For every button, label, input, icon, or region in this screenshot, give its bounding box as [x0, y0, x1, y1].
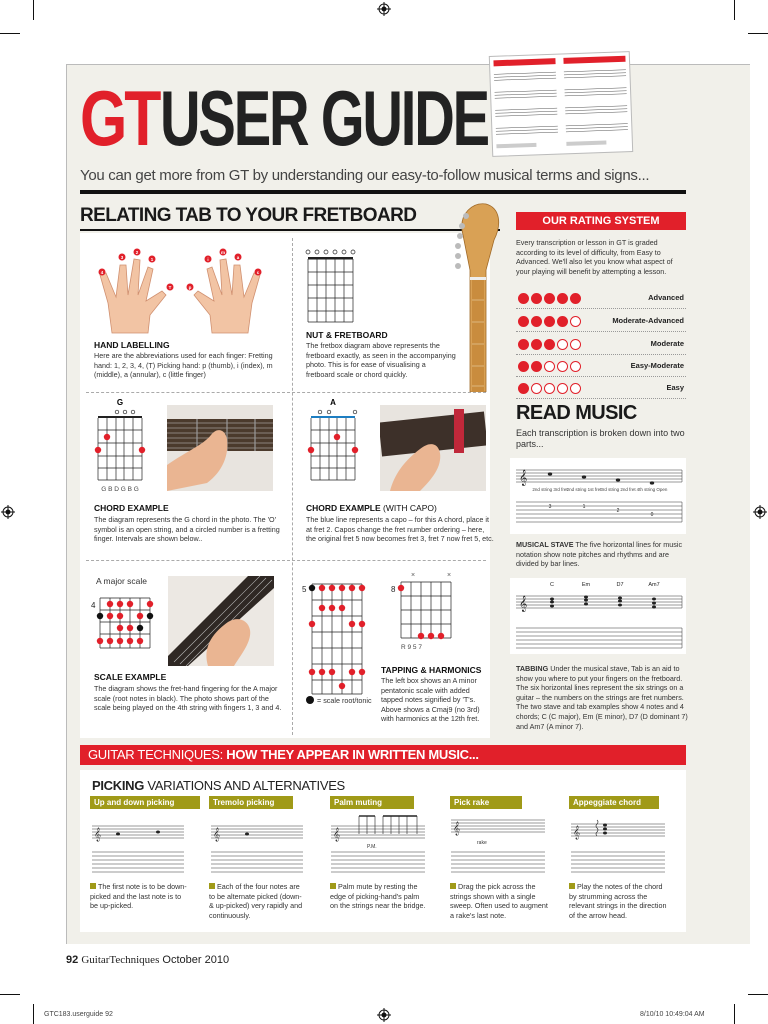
crop-mark	[748, 994, 768, 995]
musical-stave-text: The five horizontal lines for music notation show note pitches and rhythms and are divided by bar lines.	[516, 540, 683, 569]
technique-label: Pick rake	[450, 796, 522, 809]
print-slug-right: 8/10/10 10:49:04 AM	[640, 1011, 705, 1018]
rating-dots	[518, 293, 581, 304]
notation-example-notes	[510, 458, 686, 534]
publication-name: GuitarTechniques	[81, 954, 160, 966]
g-chord-photo	[167, 405, 273, 491]
registration-mark-icon	[377, 2, 391, 16]
technique-label: Palm muting	[330, 796, 414, 809]
tapping-scale-diagram	[300, 580, 370, 700]
svg-text:𝄞: 𝄞	[519, 469, 528, 485]
rake-mark: rake	[477, 840, 487, 846]
finger-label: c	[256, 270, 260, 275]
crop-mark	[0, 33, 20, 34]
technique-caption	[450, 882, 548, 920]
finger-label: 4	[100, 270, 104, 275]
finger-label: 3	[120, 255, 124, 260]
techniques-banner-light: GUITAR TECHNIQUES:	[88, 747, 223, 762]
rating-label: Moderate-Advanced	[612, 316, 684, 325]
tapping-title: TAPPING & HARMONICS	[381, 665, 482, 675]
rating-label: Moderate	[650, 339, 684, 348]
scale-example-text: The diagram shows the fret-hand fingering for the A major scale (root notes in black). The photo shows part of the scale being played on the 4th string with fingers 1, 3 and 4.	[94, 684, 282, 713]
chord-symbol: C	[550, 582, 554, 588]
tabbing-text: Under the musical stave, Tab is an aid to show you where to put your fingers on the fretboard. The six horizontal lines represent the six strings on a guitar – the numbers on the strings are fret numbers. The two stave and tab examples show 4 notes and 4 chords; C (C major), Em (E minor), D7 (D dominant 7) and Am7 (A minor 7).	[516, 664, 688, 731]
harmonic-labels: R 9 5 7	[401, 644, 422, 650]
svg-text:1: 1	[582, 504, 586, 510]
technique-label: Up and down picking	[90, 796, 200, 809]
chord-symbol: Am7	[648, 582, 660, 588]
registration-mark-icon	[377, 1008, 391, 1022]
technique-text: Drag the pick across the strings shown with a single sweep. Often used to augment a rake's last note.	[450, 882, 548, 920]
finger-label: 2	[135, 250, 139, 255]
stave-label: 2nd string 1st fret	[566, 487, 602, 492]
svg-text:×: ×	[447, 572, 452, 579]
scale-name: A major scale	[96, 576, 148, 586]
rating-label: Easy-Moderate	[630, 361, 684, 370]
scale-example-title: SCALE EXAMPLE	[94, 672, 167, 682]
tapping-text: The left box shows an A minor pentatonic scale with added tapped notes signified by 'T's. Above shows a Cmaj9 (no 3rd) with harmonics at the 12th fret.	[381, 676, 480, 724]
a-chord-diagram	[303, 398, 365, 488]
root-note-icon	[305, 695, 315, 705]
section-heading-fretboard: RELATING TAB TO YOUR FRETBOARD	[80, 205, 417, 226]
stave-label: 4th string Open	[636, 487, 668, 492]
arpeggiate-notation	[567, 812, 669, 876]
technique-label: Appeggiate chord	[569, 796, 659, 809]
registration-mark-icon	[1, 505, 15, 519]
divider	[292, 238, 293, 735]
rating-row-advanced	[516, 288, 686, 309]
divider	[80, 190, 686, 194]
registration-mark-icon	[753, 505, 767, 519]
finger-label: m	[220, 250, 226, 255]
a-chord-photo	[380, 405, 486, 491]
techniques-banner	[80, 745, 686, 765]
musical-stave-title: MUSICAL STAVE	[516, 540, 574, 549]
finger-label: i	[207, 257, 209, 262]
technique-text: Play the notes of the chord by strumming across the relevant strings in the direction of the arrow head.	[569, 882, 667, 920]
stave-label: 2nd string 3rd fret	[532, 487, 568, 492]
chord-example-text: The diagram represents the G chord in the photo. The 'O' symbol is an open string, and a circled number is a fretting finger. Intervals are shown below..	[94, 515, 280, 544]
divider	[86, 392, 486, 393]
svg-text:𝄞: 𝄞	[213, 827, 221, 841]
hand-labelling-title: HAND LABELLING	[94, 340, 170, 350]
crop-mark	[734, 0, 735, 20]
nut-fretbox-diagram	[303, 248, 359, 324]
svg-text:𝄞: 𝄞	[573, 825, 581, 839]
rating-row-easy-moderate	[516, 356, 686, 377]
read-music-intro: Each transcription is broken down into two parts...	[516, 428, 685, 449]
divider	[80, 229, 500, 231]
rating-row-moderate-advanced	[516, 311, 686, 332]
rating-banner: OUR RATING SYSTEM	[516, 212, 686, 230]
stave-label: 3rd string 2nd fret	[600, 487, 636, 492]
rating-dots	[518, 316, 581, 327]
technique-caption	[209, 882, 307, 920]
guitar-neck-photo	[452, 200, 504, 392]
svg-text:𝄞: 𝄞	[519, 595, 528, 611]
rating-label: Advanced	[648, 293, 684, 302]
svg-text:𝄞: 𝄞	[453, 821, 461, 835]
svg-text:𝄞: 𝄞	[333, 827, 341, 841]
fret-number: 5	[302, 585, 307, 594]
technique-text: The first note is to be down-picked and the last note is to be up-picked.	[90, 882, 187, 911]
chord-symbol: D7	[616, 582, 624, 588]
technique-label: Tremolo picking	[209, 796, 293, 809]
crop-mark	[748, 33, 768, 34]
picking-notation	[88, 814, 188, 876]
chord-name: A	[330, 398, 336, 407]
picking-heading	[92, 778, 345, 793]
chord-example-title: CHORD EXAMPLE	[94, 503, 169, 513]
tremolo-notation	[207, 814, 307, 876]
technique-text: Palm mute by resting the edge of picking-hand's palm on the strings near the bridge.	[330, 882, 426, 911]
print-slug-left: GTC183.userguide 92	[44, 1011, 113, 1018]
pick-rake-notation	[447, 812, 549, 876]
fret-number: 8	[391, 585, 396, 594]
magazine-spread-thumbnail	[487, 50, 635, 158]
technique-caption	[569, 882, 667, 920]
chord-capo-text: The blue line represents a capo – for this A chord, place it at fret 2. Capos change the fret number ordering – here, the original fret 5 now becomes fret 3, fret 7 now fret 5, etc.	[306, 515, 494, 544]
technique-caption	[90, 882, 188, 911]
crop-mark	[33, 1004, 34, 1024]
rating-dots	[518, 383, 581, 394]
chord-capo-title-main: CHORD EXAMPLE	[306, 503, 381, 513]
page-title: USER GUIDE	[160, 74, 488, 162]
picking-heading-bold: PICKING	[92, 778, 145, 793]
nut-fretboard-title: NUT & FRETBOARD	[306, 330, 388, 340]
harmonics-diagram	[389, 570, 459, 650]
nut-fretboard-text: The fretbox diagram above represents the fretboard exactly, as seen in the accompanying photo. This is for ease of visualising a fretboard scale or chord quickly.	[306, 341, 456, 379]
chord-name: G	[116, 398, 124, 407]
svg-text:2: 2	[616, 508, 620, 514]
svg-text:3: 3	[548, 504, 552, 510]
technique-caption	[330, 882, 428, 911]
notation-example-chords	[510, 578, 686, 654]
finger-label: p	[188, 285, 192, 290]
hand-labelling-text: Here are the abbreviations used for each finger: Fretting hand: 1, 2, 3, 4, (T) Picking hand: p (thumb), i (index), m (middle), a (annular), c (little finger)	[94, 351, 273, 380]
chord-symbol: Em	[581, 582, 591, 588]
page-subtitle: You can get more from GT by understanding our easy-to-follow musical terms and signs...	[80, 167, 650, 184]
root-legend: = scale root/tonic	[317, 696, 372, 705]
g-chord-diagram	[90, 398, 152, 496]
string-labels: G B D G B G	[101, 486, 139, 493]
rating-row-moderate	[516, 334, 686, 355]
svg-text:0: 0	[650, 512, 654, 518]
picking-heading-rest: VARIATIONS AND ALTERNATIVES	[147, 778, 345, 793]
musical-stave-caption	[516, 540, 686, 569]
finger-label: T	[168, 285, 172, 290]
page-number: 92	[66, 954, 79, 966]
svg-text:×: ×	[411, 572, 416, 579]
crop-mark	[0, 994, 20, 995]
chord-capo-title-suffix: (WITH CAPO)	[383, 503, 437, 513]
pm-mark: P.M.	[367, 844, 377, 850]
technique-text: Each of the four notes are to be alternate picked (down- & up-picked) very rapidly and continuously.	[209, 882, 303, 920]
divider	[86, 560, 486, 561]
rating-dots	[518, 339, 581, 350]
rating-intro: Every transcription or lesson in GT is graded according to its level of difficulty, from Easy to Advanced. We'll also let you know what aspect of your playing will benefit by attempting a lesson.	[516, 238, 673, 276]
crop-mark	[33, 0, 34, 20]
palm-muting-notation	[327, 812, 429, 876]
techniques-banner-bold: HOW THEY APPEAR IN WRITTEN MUSIC...	[226, 747, 479, 762]
chord-capo-title	[306, 503, 437, 513]
finger-label: 1	[150, 257, 154, 262]
crop-mark	[734, 1004, 735, 1024]
page-footer	[66, 954, 229, 966]
scale-photo	[168, 576, 274, 666]
section-heading-read-music: READ MUSIC	[516, 402, 637, 424]
a-major-scale-diagram	[88, 592, 156, 652]
hands-illustration	[90, 245, 270, 335]
tabbing-caption	[516, 664, 688, 731]
rating-dots	[518, 361, 581, 372]
fret-number: 4	[91, 601, 96, 610]
tabbing-title: TABBING	[516, 664, 549, 673]
finger-label: a	[236, 255, 240, 260]
rating-row-easy	[516, 378, 686, 399]
issue-date: October 2010	[162, 954, 230, 966]
svg-text:𝄞: 𝄞	[94, 827, 102, 841]
rating-label: Easy	[666, 383, 684, 392]
title-brand: GT	[80, 74, 159, 162]
